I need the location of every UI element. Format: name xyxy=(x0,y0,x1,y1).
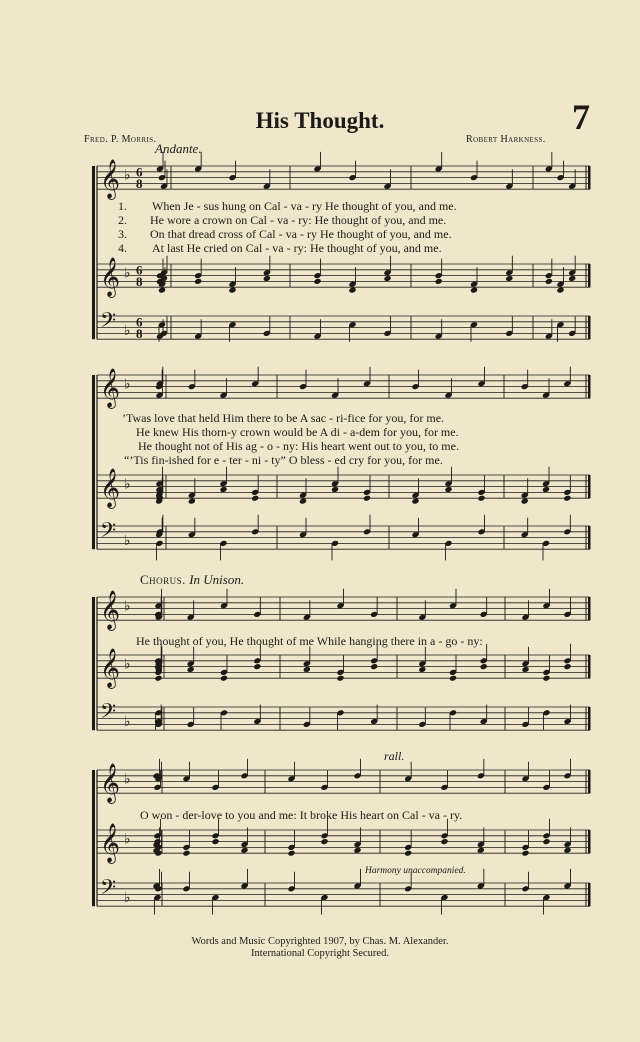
note-head xyxy=(154,675,162,682)
chorus-direction: In Unison. xyxy=(189,572,245,587)
flat-key-signature: ♭ xyxy=(124,890,131,907)
music-credit: Robert Harkness. xyxy=(466,134,546,145)
double-barline-thick xyxy=(588,166,591,189)
time-signature-top: 6 xyxy=(136,314,143,330)
system-1-bracket xyxy=(92,166,95,339)
note-head xyxy=(320,838,328,845)
flat-key-signature: ♭ xyxy=(124,376,131,393)
time-signature-top: 6 xyxy=(136,262,143,278)
note-head xyxy=(187,666,195,673)
note-head xyxy=(449,675,457,682)
note-head xyxy=(521,666,529,673)
note-head xyxy=(251,495,259,502)
note-head xyxy=(542,675,550,682)
note-head xyxy=(542,838,550,845)
note-head xyxy=(253,663,261,670)
flat-key-signature: ♭ xyxy=(124,831,131,848)
harmony-note: Harmony unaccompanied. xyxy=(365,866,466,876)
note-head xyxy=(348,287,356,294)
chorus-line-2: O won - der-love to you and me: It broke His heart on Cal - va - ry. xyxy=(140,808,463,822)
tempo-marking: Andante. xyxy=(155,141,202,156)
flat-key-signature: ♭ xyxy=(124,167,131,184)
note-head xyxy=(521,850,529,857)
flat-key-signature: ♭ xyxy=(124,598,131,615)
verse-4-line-1: At last He cried on Cal - va - ry: He thought of you, and me. xyxy=(152,241,442,255)
note-head xyxy=(404,850,412,857)
verse-3-line-2: He thought not of His ag - o - ny: His heart went out to you, to me. xyxy=(138,439,459,453)
flat-key-signature: ♭ xyxy=(124,265,131,282)
bass-clef: 𝄢 xyxy=(100,518,117,548)
double-barline-thick xyxy=(588,375,591,398)
note-head xyxy=(219,486,227,493)
note-head xyxy=(480,663,488,670)
hymn-title: His Thought. xyxy=(255,108,385,133)
note-head xyxy=(211,838,219,845)
note-head xyxy=(194,278,202,285)
copyright-line: Words and Music Copyrighted 1907, by Chas. M. Alexander. xyxy=(191,936,449,947)
double-barline-thick xyxy=(588,883,591,906)
note-head xyxy=(240,847,248,854)
verse-1-line-2: ’Twas love that held Him there to be A sac - ri-fice for you, for me. xyxy=(122,411,445,425)
double-barline-thick xyxy=(588,475,591,498)
note-head xyxy=(370,663,378,670)
note-head xyxy=(556,287,564,294)
time-signature-bottom: 8 xyxy=(136,176,143,192)
system-4-bracket xyxy=(92,770,95,906)
flat-key-signature: ♭ xyxy=(124,714,131,731)
verse-1-line-1: When Je - sus hung on Cal - va - ry He thought of you, and me. xyxy=(152,199,457,213)
bass-clef: 𝄢 xyxy=(100,699,117,729)
note-head xyxy=(383,275,391,282)
note-head xyxy=(158,287,166,294)
note-head xyxy=(521,498,529,505)
treble-clef: 𝄞 xyxy=(100,762,121,803)
time-signature-bottom: 8 xyxy=(136,274,143,290)
note-head xyxy=(411,498,419,505)
note-head xyxy=(220,675,228,682)
note-head xyxy=(313,278,321,285)
note-head xyxy=(263,275,271,282)
treble-clef: 𝄞 xyxy=(100,367,121,408)
treble-clef: 𝄞 xyxy=(100,467,121,508)
note-head xyxy=(444,486,452,493)
flat-key-signature: ♭ xyxy=(124,323,131,340)
note-head xyxy=(435,278,443,285)
note-head xyxy=(418,666,426,673)
double-barline-thick xyxy=(588,597,591,620)
verse-2-line-2: He knew His thorn-y crown would be A di - a-dem for you, for me. xyxy=(136,425,459,439)
treble-clef: 𝄞 xyxy=(100,822,121,863)
time-signature-bottom: 8 xyxy=(136,326,143,342)
verse-3-line-1: On that dread cross of Cal - va - ry He thought of you, and me. xyxy=(150,227,452,241)
double-barline-thick xyxy=(588,655,591,678)
note-head xyxy=(353,847,361,854)
double-barline-thick xyxy=(588,526,591,549)
rall-marking: rall. xyxy=(384,749,405,763)
note-head xyxy=(182,850,190,857)
note-head xyxy=(363,495,371,502)
verse-1-number: 1. xyxy=(118,199,127,213)
note-head xyxy=(563,847,571,854)
note-head xyxy=(299,498,307,505)
chorus-label: Chorus. xyxy=(140,572,186,587)
words-credit: Fred. P. Morris. xyxy=(84,134,157,145)
treble-clef: 𝄞 xyxy=(100,647,121,688)
double-barline-thick xyxy=(588,830,591,853)
flat-key-signature: ♭ xyxy=(124,533,131,550)
bass-clef: 𝄢 xyxy=(100,875,117,905)
verse-4-number: 4. xyxy=(118,241,127,255)
treble-clef: 𝄞 xyxy=(100,256,121,297)
chorus-line-1: He thought of you, He thought of me While hanging there in a - go - ny: xyxy=(136,634,483,648)
system-2-bracket xyxy=(92,375,95,549)
note-head xyxy=(331,486,339,493)
note-head xyxy=(568,275,576,282)
treble-clef: 𝄞 xyxy=(100,158,121,199)
note-head xyxy=(563,495,571,502)
verse-4-line-2: “’Tis fin-ished for e - ter - ni - ty” O bless - ed cry for you, for me. xyxy=(124,453,443,467)
note-head xyxy=(563,663,571,670)
note-head xyxy=(545,278,553,285)
note-head xyxy=(188,498,196,505)
note-head xyxy=(303,666,311,673)
hymn-number: 7 xyxy=(572,97,590,137)
system-3-bracket xyxy=(92,597,95,730)
double-barline-thick xyxy=(588,770,591,793)
note-head xyxy=(336,675,344,682)
note-head xyxy=(287,850,295,857)
note-head xyxy=(470,287,478,294)
chorus-heading xyxy=(140,572,244,588)
bass-clef: 𝄢 xyxy=(100,308,117,338)
note-head xyxy=(505,275,513,282)
double-barline-thick xyxy=(588,707,591,730)
note-head xyxy=(228,287,236,294)
flat-key-signature: ♭ xyxy=(124,771,131,788)
treble-clef: 𝄞 xyxy=(100,589,121,630)
note-head xyxy=(440,838,448,845)
copyright-secured: International Copyright Secured. xyxy=(251,948,389,959)
flat-key-signature: ♭ xyxy=(124,476,131,493)
note-head xyxy=(477,495,485,502)
verse-3-number: 3. xyxy=(118,227,127,241)
verse-2-number: 2. xyxy=(118,213,127,227)
double-barline-thick xyxy=(588,264,591,287)
note-head xyxy=(542,486,550,493)
verse-2-line-1: He wore a crown on Cal - va - ry: He thought of you, and me. xyxy=(150,213,447,227)
time-signature-top: 6 xyxy=(136,164,143,180)
note-head xyxy=(477,847,485,854)
double-barline-thick xyxy=(588,316,591,339)
flat-key-signature: ♭ xyxy=(124,656,131,673)
